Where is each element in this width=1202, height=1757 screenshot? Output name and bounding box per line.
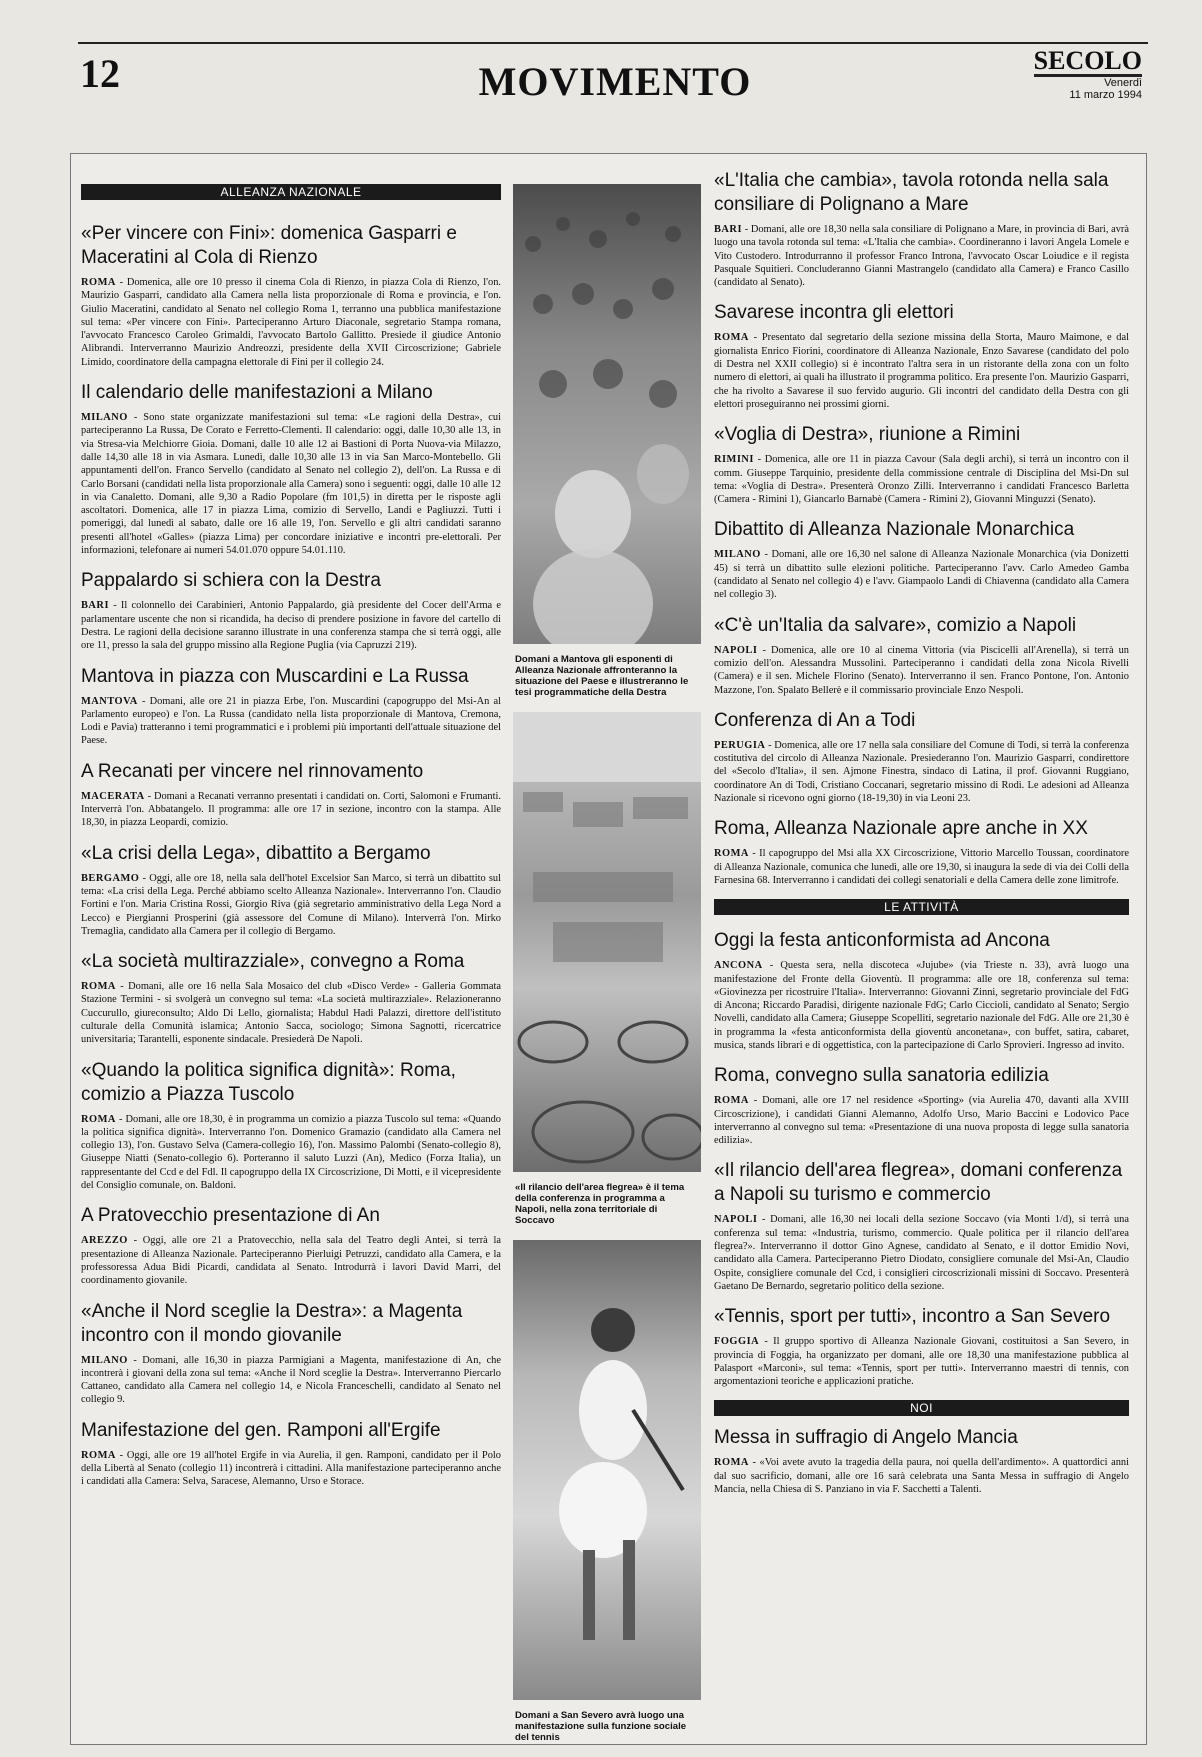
article-text: - Questa sera, nella discoteca «Jujube» (via Trieste n. 33), avrà luogo una manifestazione del Fronte della Gioventù. Il programma: alle ore 18, conferenza sul tema: «Giovinezza per ricostruire l'Italia». Interverranno: Giovanni Zinni, segretario provinciale del FdG di Ancona; Riccardo Paradisi, dirigente nazionale FdG; Carlo Ciccioli, candidato al Senato; Sergio Novelli, candidato alla Camera; Giuseppe Scopelliti, segretario nazionale del FdG. Alle ore 21,30 è in programma la «festa anticonformista della gioventù anconetana», con buffet, satira, cabaret, musica, stands librari e di oggettistica, con la partecipazione di Carlo Sprovieri. Ingresso ad invito.: [714, 960, 1129, 1051]
article: [714, 1426, 1129, 1496]
article-headline: «Quando la politica significa dignità»: Roma, comizio a Piazza Tuscolo: [81, 1059, 456, 1105]
tennis-photo-art: [513, 1240, 701, 1700]
article-body: [81, 411, 501, 557]
article: [81, 760, 501, 830]
article-text: - Domenica, alle ore 10 presso il cinema Cola di Rienzo, in piazza Cola di Rienzo, l'on. Maurizio Gasparri, candidato alla Camera nella lista proporzionale di Roma e provincia, e l'on. Giulio Maceratini, candidato al Senato nel collegio Roma 1, terranno una pubblica manifestazione sul tema: «Per vincere con Fini». Parteciperanno Arturo Diaconale, segretario Stampa romana, l'avvocato Francesco Caroleo Grimaldi, l'avvocato Bartolo Gallitto. Presiede il giudice Antonio Alibrandi. Interverranno Maurizio Andreozzi, presidente della XVII Circoscrizione; Gabriele Limido, coordinatore della campagna elettorale di Fini per il collegio 24.: [81, 277, 501, 368]
section-label-alleanza: ALLEANZA NAZIONALE: [81, 184, 501, 200]
article-body: [81, 276, 501, 369]
article: [714, 709, 1129, 805]
article-text: - Domani, alle ore 16,30 nel salone di Alleanza Nazionale Monarchica (via Donizetti 45) si terrà un dibattito sulle elezioni politiche. Parteciperanno l'avv. Carlo Amedeo Gamba (candidato al Senato nel collegio 4) e l'avv. Giampaolo Landi di Chiavenna (candidato alla Camera nel collegio 3).: [714, 549, 1129, 601]
page-number: 12: [80, 51, 120, 96]
article-dateline: MILANO: [81, 1354, 128, 1366]
article-headline: Dibattito di Alleanza Nazionale Monarchica: [714, 519, 1075, 541]
article-dateline: BERGAMO: [81, 872, 140, 884]
article-dateline: ROMA: [714, 848, 749, 860]
left-column: [81, 184, 501, 1501]
header-rule: [78, 42, 1148, 44]
article: [81, 222, 501, 369]
article: [81, 842, 501, 938]
article-headline: Pappalardo si schiera con la Destra: [81, 570, 381, 592]
article-dateline: RIMINI: [714, 454, 754, 466]
port-photo: [513, 712, 701, 1172]
article-body: [714, 331, 1129, 411]
section-label-attivita: LE ATTIVITÀ: [714, 899, 1129, 915]
article-text: - Domani, alle ore 16 nella Sala Mosaico del club «Disco Verde» - Galleria Gommata Stazione Termini - si svolgerà un convegno sul tema: «La società multirazziale». Relazioneranno Cuccurullo, giureconsulto; Aldo Di Lello, giornalista; Habdul Hadi Palazzi, direttore dell'istituto culturale della Comunità islamica; Antonio Sacca, sociologo; Simona Sagnotti, ricercatrice universitaria; Tarantelli, esponente sindacale. Presiederà De Napoli.: [81, 981, 501, 1046]
article-dateline: MILANO: [81, 412, 128, 424]
article-text: - Domenica, alle ore 17 nella sala consiliare del Comune di Todi, si terrà la conferenza costitutiva del circolo di Alleanza Nazionale. Presiederanno l'on. Maurizio Gasparri, condirettore del «Secolo d'Italia», il sen. Ajmone Finestra, sindaco di Latina, il prof. Giovanni Ruggiano, coordinatore An di Todi, Cristiano Coccanari, segretario missino di Rodi. Le adesioni ad Alleanza Nazionale si ricevono ogni giorno (18-19,30) in via Leoni 23.: [714, 739, 1129, 805]
article-dateline: ANCONA: [714, 960, 763, 972]
article-dateline: MANTOVA: [81, 695, 138, 707]
article: [81, 1059, 501, 1193]
section-label-noi: NOI: [714, 1400, 1129, 1416]
article-text: - Domani, alle ore 21 in piazza Erbe, l'on. Muscardini (capogruppo del Msi-An al Parlamento europeo) e l'on. La Russa (candidato nella lista proporzionale di Mantova, Cremona, Lodi e Pavia) tratteranno i temi programmatici e i problemi più importanti dell'attuale situazione del Paese.: [81, 695, 501, 747]
article-headline: Roma, Alleanza Nazionale apre anche in XX: [714, 818, 1088, 840]
article-body: [81, 872, 501, 938]
crowd-photo: [513, 184, 701, 644]
article-body: [81, 1234, 501, 1287]
article-dateline: NAPOLI: [714, 644, 758, 656]
article-text: - Domenica, alle ore 11 in piazza Cavour (Sala degli archi), si terrà un incontro con il comm. Giuseppe Tarquinio, presidente della commissione centrale di Disciplina del Msi-Dn sul tema: «Voglia di Destra». Presenterà Oronzo Zilli. Interverranno i candidati Francesco Barletta (Camera - Rimini 1), Giancarlo Barnabè (Camera - Rimini 2), Giovanni Minguzzi (Senato).: [714, 454, 1129, 506]
article-headline: Messa in suffragio di Angelo Mancia: [714, 1427, 1018, 1449]
article: [714, 1064, 1129, 1147]
article-body: [81, 1449, 501, 1489]
article: [81, 1204, 501, 1287]
article-headline: A Pratovecchio presentazione di An: [81, 1205, 380, 1227]
article-headline: «Il rilancio dell'area flegrea», domani conferenza a Napoli su turismo e commercio: [714, 1160, 1123, 1206]
article-body: [714, 1456, 1129, 1496]
article-dateline: MILANO: [714, 549, 761, 561]
crowd-photo-caption: Domani a Mantova gli esponenti di Alleanza Nazionale affronteranno la situazione del Paese e illustreranno le tesi programmatiche della Destra: [515, 654, 689, 698]
article-text: - Domani, alle ore 18,30, è in programma un comizio a piazza Tuscolo sul tema: «Quando la politica significa dignità». Interverranno l'on. Domenico Gramazio (candidato alla Camera nel collegio 13), l'on. Gustavo Selva (Camera-collegio 16), l'on. Massimo Palombi (Senato-collegio 8), Giuseppe Niatti (Senato-collegio 6). Porteranno il saluto Luzzi (An), Medico (Forza Italia), un rappresentante del Ccd e del Fdl. Il capogruppo della IX Circoscrizione, Di Motti, e il vicepresidente del Consiglio comunale, on. Baldoni.: [81, 1113, 501, 1192]
article: [714, 929, 1129, 1052]
article-dateline: ROMA: [81, 981, 116, 993]
section-title: MOVIMENTO: [478, 59, 752, 104]
article-headline: «L'Italia che cambia», tavola rotonda nella sala consiliare di Polignano a Mare: [714, 170, 1109, 215]
article-headline: Conferenza di An a Todi: [714, 709, 916, 731]
newspaper-name: SECOLO: [1033, 46, 1142, 75]
article-body: [714, 644, 1129, 697]
right-articles-top: [714, 169, 1129, 887]
article-text: - Sono state organizzate manifestazioni sul tema: «Le ragioni della Destra», cui parteciperanno La Russa, De Corato e Ferretto-Clementi. Il calendario: oggi, dalle 10,30 alle 13, in via Stresa-via Melchiorre Gioia. Domani, dalle 10 alle 12 ai Bastioni di Porta Nuova-via Milazzo, dalle 14,30 alle 18 in via Asmara. Lunedì, dalle 10,30 alle 13 in via San Marco-Montebello. Gli appuntamenti dell'on. Franco Servello (candidato al Senato nel collegio 2), dell'on. La Russa e di Carlo Borsani (candidati nella lista proporzionale alla Camera) sono i seguenti: oggi, dalle 10 alle 12 in via Canaletto. Domani, alle 9,30 a Radio Popolare (fm 101,5) in diretta per le risposte agli ascoltatori. Domenica, alle 17 in piazza Lima, comizio di Servello, Landi e Pagliuzzi. Tutti i pomeriggi, dal lunedì al sabato, dalle ore 16 alle 19, l'on. Servello e gli altri candidati saranno presenti all'hotel «Galles» (piazza Lima) per concordare iniziative e incontri pre-elettorali. Per informazioni, telefonare ai numeri 54.01.070 oppure 54.01.110.: [81, 412, 501, 557]
article-headline: «C'è un'Italia da salvare», comizio a Napoli: [714, 614, 1077, 636]
article-body: [714, 453, 1129, 506]
article-body: [714, 1335, 1129, 1388]
article-dateline: AREZZO: [81, 1235, 128, 1247]
article-body: [714, 223, 1129, 289]
article: [81, 569, 501, 652]
article-body: [714, 959, 1129, 1052]
article-headline: Savarese incontra gli elettori: [714, 302, 954, 324]
article-dateline: FOGGIA: [714, 1336, 760, 1348]
tennis-photo-caption: Domani a San Severo avrà luogo una manifestazione sulla funzione sociale del tennis: [515, 1710, 687, 1743]
article-text: - Presentato dal segretario della sezione missina della Storta, Mauro Maimone, e dal giornalista Enrico Fiorini, coordinatore di Alleanza Nazionale, Enzo Savarese (candidato del polo di Destra nel XXII collegio) si è incontrato l'altra sera in un ristorante della zona con un folto numero di elettori, ai quali ha illustrato il programma politico. Era presente l'on. Maurizio Gasparri, che ha rivolto a Savarese il suo fervido augurio. Gli incontri del candidato della Destra con gli elettori proseguiranno nei prossimi giorni.: [714, 332, 1129, 410]
article-text: - Domenica, alle ore 10 al cinema Vittoria (via Piscicelli all'Arenella), si terrà un comizio dell'on. Alessandra Mussolini. Parteciperanno i candidati della zona Nicola Rivelli (Camera) e il sen. Michele Florino (Senato). Interverranno il sen. Franco Pontone, l'on. Antonio Mazzone, l'on. Spalato Bellerè e il commissario provinciale Enzo Nespoli.: [714, 644, 1129, 696]
article-body: [714, 847, 1129, 887]
article-text: - Oggi, alle ore 18, nella sala dell'hotel Excelsior San Marco, si terrà un dibattito sul tema: «La crisi della Lega. Perché abbiamo scelto Alleanza Nazionale». Interverranno l'on. Claudio Fortini e l'on. Maria Cristina Rossi, Giorgio Riva (già segretario amministrativo della Lega Nord a Lecco) e Piergianni Prosperini (già assessore del Comune di Milano). Interverrà l'on. Mirko Tremaglia, candidato alla Camera per il collegio di Bergamo.: [81, 872, 501, 937]
article: [714, 301, 1129, 411]
article-headline: Manifestazione del gen. Ramponi all'Ergife: [81, 1419, 441, 1441]
issue-day: Venerdì: [1104, 77, 1142, 89]
article-body: [81, 695, 501, 748]
article: [714, 169, 1129, 289]
article-body: [81, 1113, 501, 1193]
masthead: [70, 30, 1160, 120]
port-photo-art: [513, 712, 701, 1172]
article-dateline: ROMA: [81, 277, 116, 288]
article-headline: «La crisi della Lega», dibattito a Bergamo: [81, 842, 431, 864]
article: [714, 518, 1129, 601]
article-body: [714, 1094, 1129, 1147]
article: [81, 1300, 501, 1407]
article: [81, 1419, 501, 1489]
page-frame: [70, 153, 1147, 1745]
crowd-photo-art: [513, 184, 701, 644]
article-text: - Domani a Recanati verranno presentati i candidati on. Corti, Salomoni e Frumanti. Interverrà l'on. Abbatangelo. Il programma: alle ore 17 in sezione, incontro con la stampa. Alle 18,30, in piazza Leopardi, comizio.: [81, 790, 501, 829]
right-column: [714, 169, 1129, 1508]
article-body: [714, 1213, 1129, 1293]
issue-date: 11 marzo 1994: [1069, 89, 1142, 101]
article-text: - Il capogruppo del Msi alla XX Circoscrizione, Vittorio Marcello Toussan, coordinatore di Alleanza Nazionale, comunica che lunedì, alle ore 19,30, si inaugura la sede di via dei Colli della Farnesina 68. Interverranno i candidati dei collegi senatoriali e della Camera delle zone limitrofe.: [714, 848, 1129, 886]
article-text: - Il gruppo sportivo di Alleanza Nazionale Giovani, costituitosi a San Severo, in provincia di Foggia, ha organizzato per domani, alle ore 18,30 una manifestazione pubblica al Palasport «Marconi», sul tema: «Tennis, sport per tutti». Interverranno maestri di tennis, con argomentazioni teoriche e applicazioni pratiche.: [714, 1336, 1129, 1388]
article-body: [81, 980, 501, 1046]
article-headline: «Tennis, sport per tutti», incontro a San Severo: [714, 1306, 1111, 1328]
article-headline: «Voglia di Destra», riunione a Rimini: [714, 424, 1021, 446]
article-text: - Domani, alle 16,30 nei locali della sezione Soccavo (via Monti 1/d), si terrà una conferenza sul tema: «Industria, turismo, commercio. Quale politica per il rilancio dell'area flegrea?». Interverranno il dottor Gino Agnese, candidato al Senato, e il dottor Emidio Novi, candidato alla Camera. Parteciperanno Pietro Diodato, consigliere comunale del Msi-An, Claudio Ospite, consigliere comunale del Ccd, i consiglieri circoscrizionali missini di Soccavo. Presenterà Gaetano De Bernardo, segretario politico della sezione.: [714, 1214, 1129, 1292]
article-body: [81, 599, 501, 652]
article: [81, 381, 501, 557]
article-dateline: MACERATA: [81, 790, 145, 802]
port-photo-caption: «Il rilancio dell'area flegrea» è il tema della conferenza in programma a Napoli, nella zona territoriale di Soccavo: [515, 1182, 685, 1226]
article-headline: «La società multirazziale», convegno a Roma: [81, 951, 465, 973]
article-dateline: BARI: [714, 224, 742, 235]
newspaper-logo: [1034, 48, 1142, 101]
article-dateline: ROMA: [81, 1113, 116, 1125]
article: [714, 614, 1129, 697]
right-articles-noi: [714, 1426, 1129, 1496]
article-dateline: PERUGIA: [714, 739, 766, 751]
article-headline: A Recanati per vincere nel rinnovamento: [81, 760, 424, 782]
article: [714, 423, 1129, 506]
article-dateline: ROMA: [714, 332, 749, 344]
article-text: - Oggi, alle ore 19 all'hotel Ergife in via Aurelia, il gen. Ramponi, candidato per il Polo della Libertà al Senato (collegio 11) incontrerà i cittadini. Alla manifestazione parteciperanno anche i candidati alla Camera: Selva, Saracese, Alemanno, Urso e Storace.: [81, 1449, 501, 1488]
article-text: - Domani, alle ore 17 nel residence «Sporting» (via Aurelia 470, davanti alla XVIII Circoscrizione), i candidati Gianni Alemanno, Adolfo Urso, Mario Baccini e Lodovico Pace interverranno al convegno sul tema: «Presentazione di una nuova proposta di legge sulla sanatoria edilizia».: [714, 1095, 1129, 1147]
article: [714, 1159, 1129, 1293]
article-text: - Oggi, alle ore 21 a Pratovecchio, nella sala del Teatro degli Antei, si terrà la presentazione di Alleanza Nazionale. Parteciperanno Pierluigi Petruzzi, candidato alla Camera, e la professoressa Adua Bidi Picardi, candidata al Senato. Introdurrà i lavori David Marri, del coordinamento giovanile.: [81, 1235, 501, 1287]
right-articles-activities: [714, 929, 1129, 1388]
article-headline: «Per vincere con Fini»: domenica Gasparri e Maceratini al Cola di Rienzo: [81, 223, 457, 268]
article-dateline: NAPOLI: [714, 1214, 758, 1226]
article-headline: Roma, convegno sulla sanatoria edilizia: [714, 1065, 1049, 1087]
article: [81, 950, 501, 1046]
article-text: - Domani, alle 16,30 in piazza Parmigiani a Magenta, manifestazione di An, che incontrerà i giovani della zona sul tema: «Anche il Nord sceglie la Destra». Interverranno Piercarlo Cattaneo, candidato alla Camera nel collegio 14, e Nicola Franceschelli, candidato al Senato nel collegio 9.: [81, 1354, 501, 1406]
article: [714, 817, 1129, 887]
article-body: [714, 739, 1129, 805]
article-dateline: ROMA: [714, 1095, 749, 1107]
article-body: [81, 790, 501, 830]
article-dateline: BARI: [81, 600, 109, 612]
article-headline: Oggi la festa anticonformista ad Ancona: [714, 930, 1050, 952]
article: [81, 665, 501, 748]
tennis-photo: [513, 1240, 701, 1700]
article-headline: «Anche il Nord sceglie la Destra»: a Magenta incontro con il mondo giovanile: [81, 1300, 463, 1346]
article: [714, 1305, 1129, 1388]
article-text: - Domani, alle ore 18,30 nella sala consiliare di Polignano a Mare, in provincia di Bari, avrà luogo una tavola rotonda sul tema: «L'Italia che cambia». Coordineranno i lavori Angela Lomele e Vito Custodero. Introdurranno il professor Franco Introna, l'avvocato Oscar Loiudice e il regista Pasquale Squitieri. Concluderanno Gianni Mastrangelo (candidato alla Camera) e Franco Casillo (candidato al Senato).: [714, 224, 1129, 289]
photo-column: [513, 184, 701, 1757]
article-headline: Il calendario delle manifestazioni a Milano: [81, 382, 433, 404]
article-body: [714, 548, 1129, 601]
left-articles: [81, 222, 501, 1489]
article-dateline: ROMA: [81, 1449, 116, 1461]
article-body: [81, 1354, 501, 1407]
article-dateline: ROMA: [714, 1457, 749, 1469]
article-text: - Il colonnello dei Carabinieri, Antonio Pappalardo, già presidente del Cocer dell'Arma e parlamentare uscente che non si ricandida, ha deciso di prendere posizione in favore del cartello di Destra. Le ragioni della decisione saranno illustrate in una conferenza stampa che si terrà oggi, alle ore 11, presso la sala del gruppo missino alla Regione Puglia (via Capruzzi 219).: [81, 600, 501, 652]
article-text: - «Voi avete avuto la tragedia della paura, noi quella dell'ardimento». A quattordici anni dal suo sacrificio, domani, alle ore 16 sarà celebrata una Santa Messa in suffragio di Angelo Mancia, nella Chiesa di S. Panziano in via F. Sacchetti a Talenti.: [714, 1457, 1129, 1496]
article-headline: Mantova in piazza con Muscardini e La Russa: [81, 665, 469, 687]
